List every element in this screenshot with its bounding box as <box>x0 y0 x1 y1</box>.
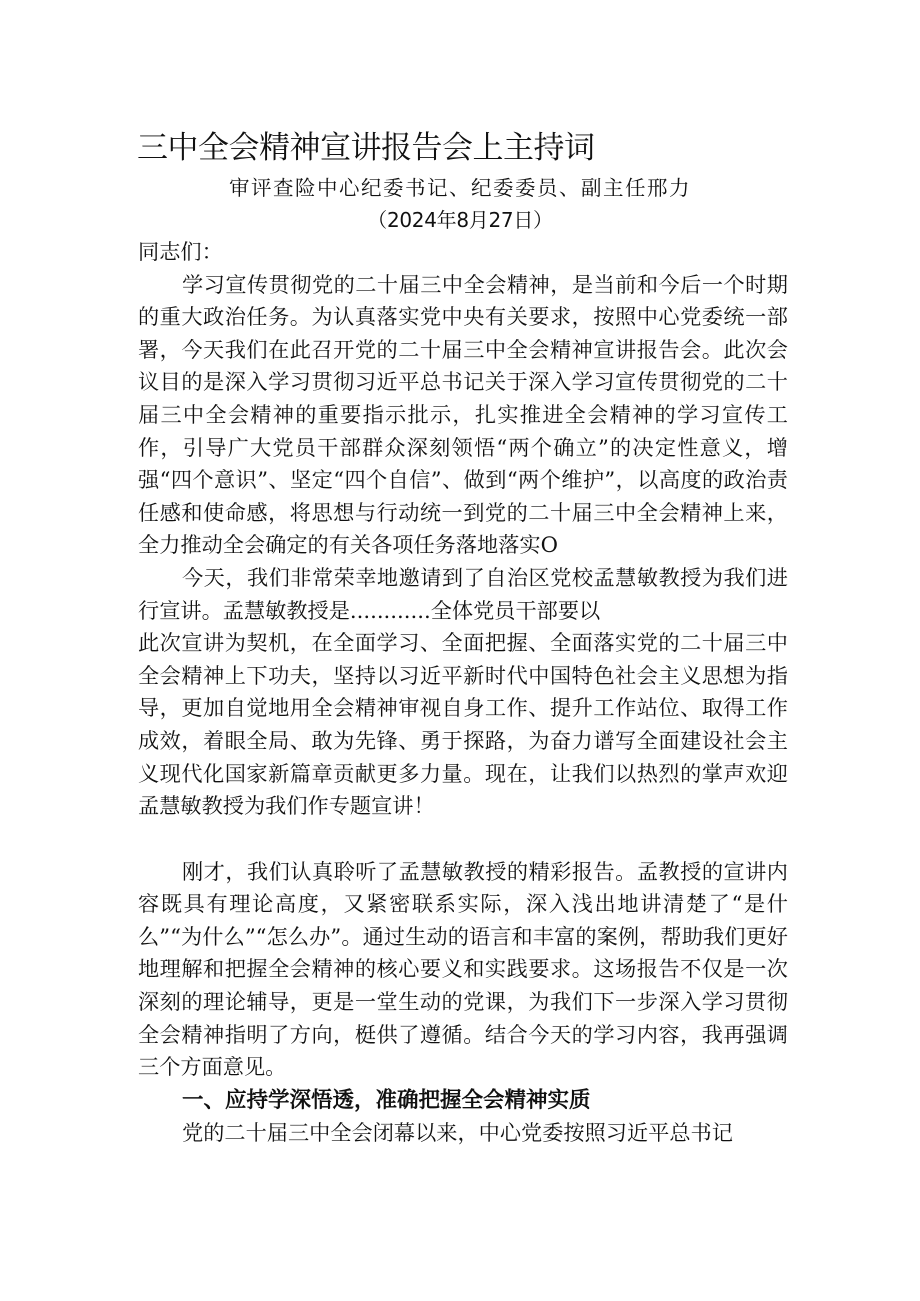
paragraph-speaker-intro: 今天，我们非常荣幸地邀请到了自治区党校孟慧敏教授为我们进行宣讲。孟慧敏教授是............全体党员干部要以 <box>138 564 788 623</box>
date-line: （2024年8月27日） <box>367 208 553 232</box>
paragraph-speaker-continued: 此次宣讲为契机，在全面学习、全面把握、全面落实党的二十届三中全会精神上下功夫，坚持以习近平新时代中国特色社会主义思想为指导，更加自觉地用全会精神审视自身工作、提升工作站位、取得工作成效，着眼全局、敢为先锋、勇于探路，为奋力谱写全面建设社会主义现代化国家新篇章贡献更多力量。现在，让我们以热烈的掌声欢迎孟慧敏教授为我们作专题宣讲！ <box>138 630 788 819</box>
document-body <box>138 236 788 1149</box>
author-line: 审评查险中心纪委书记、纪委委员、副主任邢力 <box>229 176 691 200</box>
paragraph-intro: 学习宣传贯彻党的二十届三中全会精神，是当前和今后一个时期的重大政治任务。为认真落实党中央有关要求，按照中心党委统一部署，今天我们在此召开党的二十届三中全会精神宣讲报告会。此次会议目的是深入学习贯彻习近平总书记关于深入学习宣传贯彻党的二十届三中全会精神的重要指示批示，扎实推进全会精神的学习宣传工作，引导广大党员干部群众深刻领悟“两个确立”的决定性意义，增强“四个意识”、坚定“四个自信”、做到“两个维护”，以高度的政治责任感和使命感，将思想与行动统一到党的二十届三中全会精神上来，全力推动全会确定的有关各项任务落地落实O <box>138 271 788 558</box>
section-heading: 一、应持学深悟透，准确把握全会精神实质 <box>182 1087 591 1113</box>
salutation: 同志们： <box>138 239 223 264</box>
paragraph-gap <box>138 823 788 856</box>
paragraph-summary: 刚才，我们认真聆听了孟慧敏教授的精彩报告。孟教授的宣讲内容既具有理论高度，又紧密联系实际，深入浅出地讲清楚了“是什么”“为什么”“怎么办”。通过生动的语言和丰富的案例，帮助我们更好地理解和把握全会精神的核心要义和实践要求。这场报告不仅是一次深刻的理论辅导，更是一堂生动的党课，为我们下一步深入学习贯彻全会精神指明了方向，梃供了遵循。结合今天的学习内容，我再强调三个方面意见。 <box>138 858 788 1080</box>
document-title: 三中全会精神宣讲报告会上主持词 <box>137 130 595 166</box>
paragraph-section-one: 党的二十届三中全会闭幕以来，中心党委按照习近平总书记 <box>182 1119 733 1145</box>
